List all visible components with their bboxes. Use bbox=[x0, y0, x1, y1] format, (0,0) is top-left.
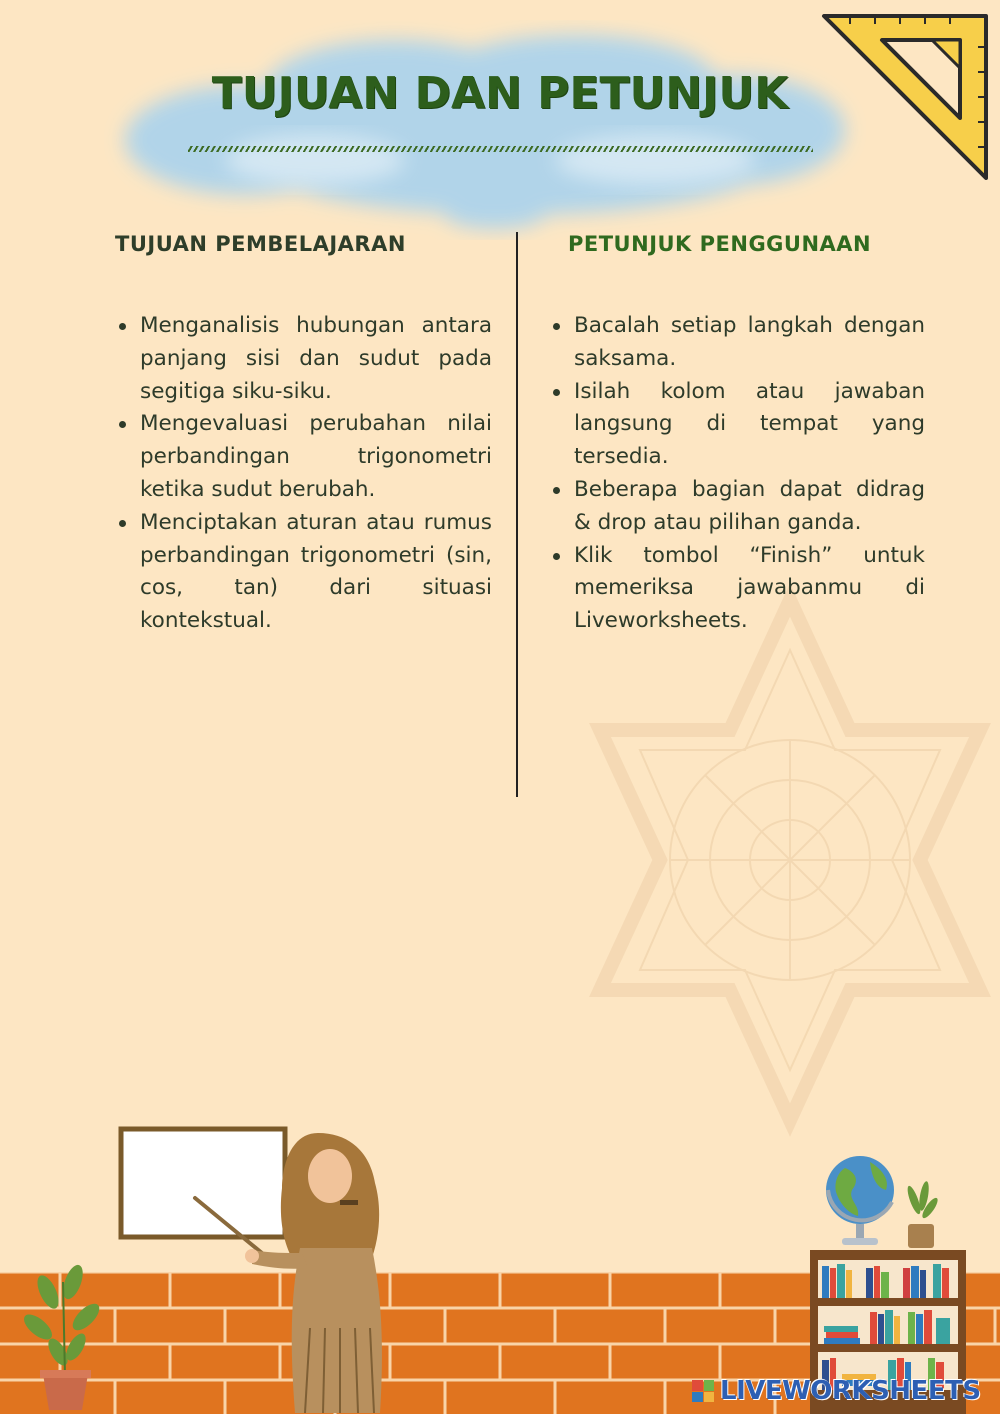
cloud-decoration bbox=[95, 20, 875, 240]
islamic-star-pattern bbox=[520, 580, 1000, 1140]
globe-icon bbox=[820, 1150, 902, 1250]
list-item: Isilah kolom atau jawaban langsung di tempat yang tersedia. bbox=[574, 376, 925, 474]
liveworksheets-watermark bbox=[692, 1374, 981, 1408]
liveworksheets-logo-icon bbox=[692, 1380, 714, 1402]
tujuan-pembelajaran-heading: TUJUAN PEMBELAJARAN bbox=[115, 232, 406, 256]
teacher-illustration bbox=[190, 1128, 400, 1414]
usage-instructions-list bbox=[549, 310, 925, 638]
list-item: Mengevaluasi perubahan nilai perbandingan trigonometri ketika sudut berubah. bbox=[140, 408, 492, 506]
petunjuk-penggunaan-heading: PETUNJUK PENGGUNAAN bbox=[568, 232, 872, 256]
column-divider bbox=[516, 232, 518, 797]
potted-plant-icon bbox=[18, 1262, 108, 1412]
learning-objectives-list bbox=[115, 310, 492, 638]
list-item: Klik tombol “Finish” untuk memeriksa jawabanmu di Liveworksheets. bbox=[574, 540, 925, 638]
page-title: TUJUAN DAN PETUNJUK bbox=[211, 68, 789, 119]
list-item: Bacalah setiap langkah dengan saksama. bbox=[574, 310, 925, 376]
set-square-icon bbox=[820, 12, 990, 182]
list-item: Menciptakan aturan atau rumus perbandingan trigonometri (sin, cos, tan) dari situasi kontekstual. bbox=[140, 507, 492, 638]
watermark-text: LIVEWORKSHEETS bbox=[720, 1376, 981, 1406]
title-underline bbox=[188, 146, 813, 152]
list-item: Menganalisis hubungan antara panjang sisi dan sudut pada segitiga siku-siku. bbox=[140, 310, 492, 408]
list-item: Beberapa bagian dapat didrag & drop atau pilihan ganda. bbox=[574, 474, 925, 540]
small-plant-icon bbox=[900, 1180, 942, 1250]
